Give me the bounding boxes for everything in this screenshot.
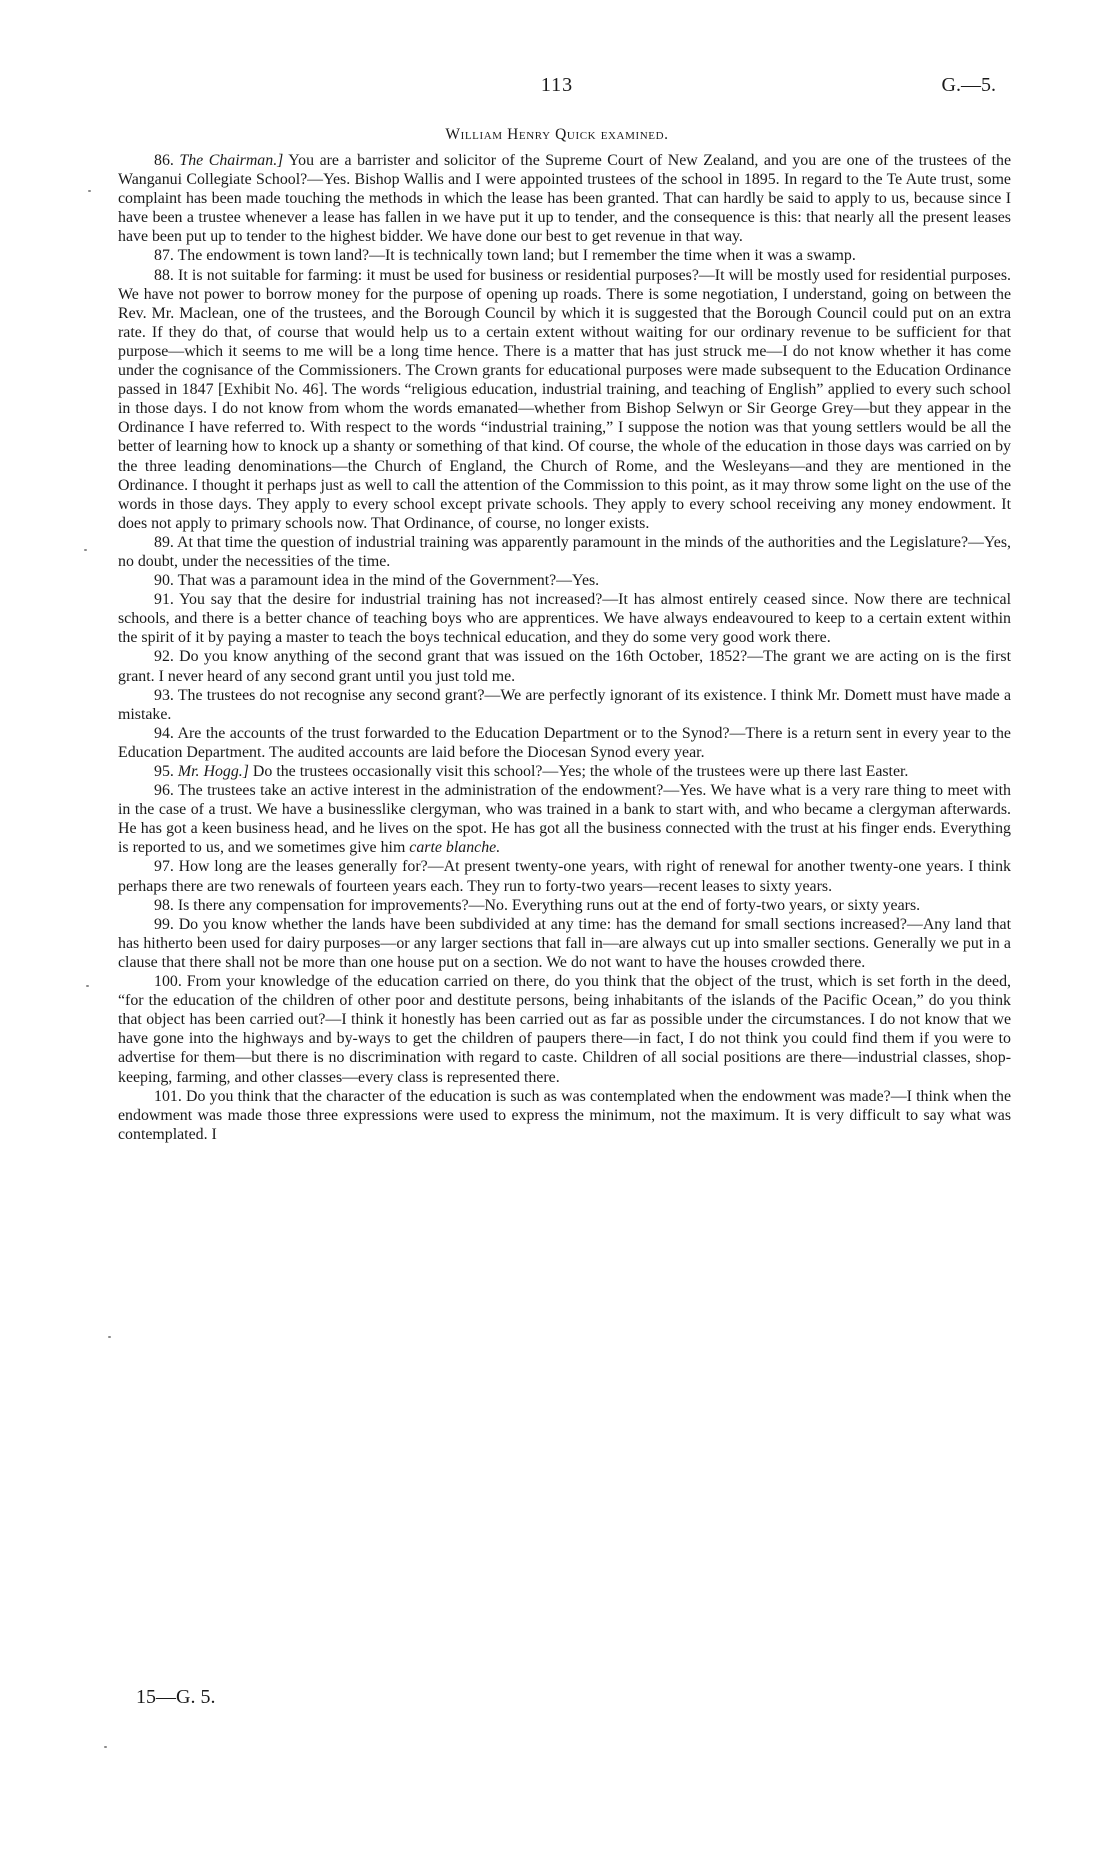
question-number: 87.: [154, 247, 174, 265]
question-number: 93.: [154, 686, 174, 704]
question-number: 92.: [154, 648, 174, 666]
question-paragraph: [118, 724, 1011, 762]
paragraph-text: Is there any compensation for improvements?—No. Everything runs out at the end of forty-two years, or sixty years.: [177, 896, 921, 914]
question-paragraph: [118, 151, 1011, 246]
scan-speck: [88, 190, 91, 192]
question-number: 100.: [154, 973, 182, 991]
paragraph-text: You say that the desire for industrial training has not increased?—It has almost entirely ceased since. Now there are technical schools, and there is a better chance of teaching boys who are apprentices. We have always endeavoured to keep to a certain extent within the spirit of it by paying a master to teach the boys technical education, and they do some very good work there.: [118, 591, 1011, 647]
paragraph-text: Are the accounts of the trust forwarded to the Education Department or to the Synod?—There is a return sent in every year to the Education Department. The audited accounts are laid before the Diocesan Synod every year.: [118, 724, 1011, 761]
question-paragraph: [118, 686, 1011, 724]
question-paragraph: [118, 1087, 1011, 1144]
italic-phrase: carte blanche.: [409, 839, 501, 857]
question-paragraph: [118, 590, 1011, 647]
paragraph-text: Do you know anything of the second grant that was issued on the 16th October, 1852?—The grant we are acting on is the first grant. I never heard of any second grant until you just told me.: [118, 648, 1011, 685]
page-number: 113: [540, 74, 574, 96]
question-paragraph: [118, 266, 1011, 533]
speaker-label: Mr. Hogg.]: [177, 763, 249, 780]
question-paragraph: [118, 896, 1011, 915]
question-paragraph: [118, 915, 1011, 972]
page-header: [0, 74, 1114, 104]
question-number: 91.: [154, 591, 174, 609]
paragraph-text: Do you know whether the lands have been subdivided at any time: has the demand for small sections increased?—Any land that has hitherto been used for dairy purposes—or any larger sections that fall in—are always cut up into smaller sections. Generally we put in a clause that there shall not be more than one house put on a section. We do not want to have the houses crowded there.: [118, 915, 1012, 971]
speaker-label: The Chairman.]: [179, 152, 284, 169]
question-number: 96.: [154, 782, 174, 800]
paper-reference: G.—5.: [941, 74, 996, 96]
question-number: 101.: [154, 1087, 182, 1105]
paragraph-text: It is not suitable for farming: it must be used for business or residential purposes?—It will be mostly used for residential purposes. We have not power to borrow money for the purpose of opening up roads. There is some negotiation, I understand, going on between the Rev. Mr. Maclean, one of the trustees, and the Borough Council by which it is suggested that the Borough Council could put on an extra rate. If they do that, of course that would help us to a certain extent without waiting for our ordinary revenue to be sufficient for that purpose—which it seems to me will be a long time hence. There is a matter that has just struck me—I do not know whether it has come under the cognisance of the Commissioners. The Crown grants for educational purposes were made subsequent to the Education Ordinance passed in 1847 [Exhibit No. 46]. The words “religious education, industrial training, and teaching of English” applied to every such school in those days. I do not know from whom the words emanated—whether from Bishop Selwyn or Sir George Grey—but they appear in the Ordinance I have referred to. With respect to the words “industrial training,” I suppose the notion was that young settlers would be all the better of learning how to knock up a shanty or something of that kind. Of course, the whole of the education in those days was carried on by the three leading denominations—the Church of England, the Church of Rome, and the Wesleyans—and they are mentioned in the Ordinance. I thought it perhaps just as well to call the attention of the Commission to this point, as it may throw some light on the use of the words in those days. They apply to every school except private schools. They apply to every school receiving any money endowment. It does not apply to primary schools now. That Ordinance, of course, no longer exists.: [118, 266, 1011, 532]
scan-speck: [86, 985, 89, 987]
testimony-body: [118, 151, 1011, 1144]
question-paragraph: [118, 246, 1011, 265]
question-number: 89.: [154, 533, 174, 551]
paragraph-text: How long are the leases generally for?—At present twenty-one years, with right of renewal for another twenty-one years. I think perhaps there are two renewals of fourteen years each. They run to forty-two years—recent leases to sixty years.: [118, 858, 1011, 895]
question-number: 94.: [154, 724, 174, 742]
paragraph-text: Do the trustees occasionally visit this school?—Yes; the whole of the trustees were up there last Easter.: [252, 763, 909, 780]
question-paragraph: [118, 571, 1011, 590]
question-number: 97.: [154, 858, 174, 876]
question-paragraph: [118, 781, 1011, 857]
scan-speck: [84, 549, 87, 551]
question-paragraph: [118, 857, 1011, 895]
question-number: 98.: [154, 896, 174, 914]
question-number: 99.: [154, 915, 174, 933]
paragraph-text: You are a barrister and solicitor of the Supreme Court of New Zealand, and you are one of the trustees of the Wanganui Collegiate School?—Yes. Bishop Wallis and I were appointed trustees of the school in 1895. In regard to the Te Aute trust, some complaint has been made touching the methods in which the lease has been granted. That can hardly be said to apply to us, because since I have been a trustee whenever a lease has fallen in we have put it up to tender, and the consequence is this: that nearly all the present leases have been put up to tender to the highest bidder. We have done our best to get revenue in that way.: [118, 152, 1011, 246]
paragraph-text: At that time the question of industrial training was apparently paramount in the minds of the authorities and the Legislature?—Yes, no doubt, under the necessities of the time.: [118, 533, 1011, 570]
paragraph-text: Do you think that the character of the education is such as was contemplated when the endowment was made?—I think when the endowment was made those three expressions were used to express the minimum, not the maximum. It is very difficult to say what was contemplated. I: [118, 1087, 1011, 1143]
question-number: 90.: [154, 572, 174, 590]
paragraph-text: The endowment is town land?—It is technically town land; but I remember the time when it was a swamp.: [177, 247, 856, 265]
question-paragraph: [118, 533, 1011, 571]
question-paragraph: [118, 972, 1011, 1087]
section-heading: William Henry Quick examined.: [445, 126, 669, 143]
question-paragraph: [118, 647, 1011, 685]
paragraph-text: The trustees take an active interest in the administration of the endowment?—Yes. We have what is a very rare thing to meet with in the case of a trust. We have a businesslike clergyman, who was trained in a bank to start with, and who became a clergyman afterwards. He has got a keen business head, and he lives on the spot. He has got all the business connected with the trust at his finger ends. Everything is reported to us, and we sometimes give him: [118, 782, 1011, 857]
question-number: 88.: [154, 266, 174, 284]
paragraph-text: The trustees do not recognise any second grant?—We are perfectly ignorant of its existence. I think Mr. Domett must have made a mistake.: [118, 686, 1012, 723]
signature-reference: 15—G. 5.: [136, 1686, 216, 1708]
paragraph-text: That was a paramount idea in the mind of the Government?—Yes.: [177, 572, 600, 590]
question-number: 86.: [154, 152, 174, 169]
paragraph-text: From your knowledge of the education carried on there, do you think that the object of the trust, which is set forth in the deed, “for the education of the children of other poor and destitute persons, being inhabitants of the islands of the Pacific Ocean,” do you think that object has been carried out?—I think it honestly has been carried out as far as possible under the circumstances. I do not know that we have gone into the highways and by-ways to get the children of paupers there—in fact, I do not think you could find them if you were to advertise for them—but there is no discrimination with regard to caste. Children of all social positions are there—industrial classes, shop-keeping, farming, and other classes—every class is represented there.: [118, 973, 1011, 1086]
question-paragraph: [118, 762, 1011, 781]
scan-speck: [108, 1336, 111, 1338]
scan-speck: [104, 1746, 107, 1748]
question-number: 95.: [154, 763, 174, 780]
